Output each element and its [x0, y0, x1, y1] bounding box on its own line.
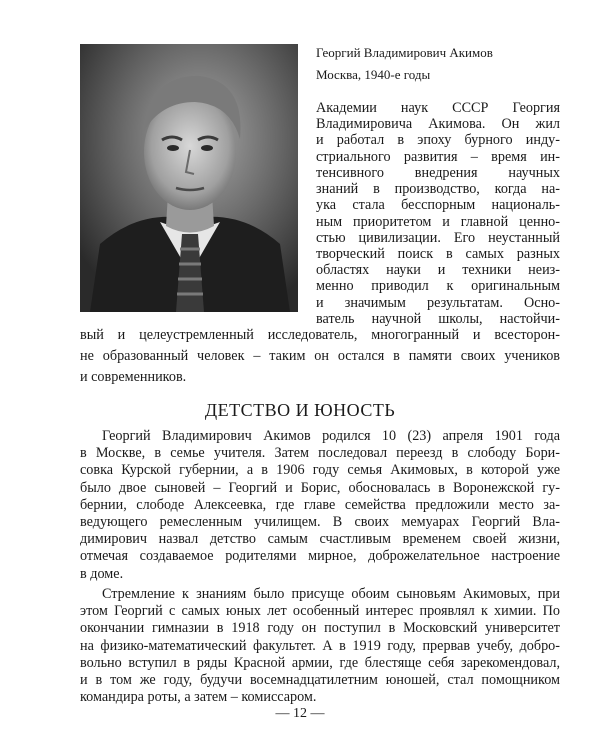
- page-number: — 12 —: [275, 706, 325, 721]
- text-line: вольно вступил в ряды Красной армии, где блестяще себя зарекомендовал,: [80, 654, 560, 671]
- text-line: Владимировича Акимова. Он жил: [316, 116, 560, 133]
- text-line: отмечая создаваемое родителями мирное, доброжелательное настроение: [80, 548, 560, 565]
- text-line: и значимым результатам. Осно-: [316, 294, 560, 311]
- photo-caption: [316, 42, 556, 86]
- text-line: знаний в производство, когда на-: [316, 181, 560, 198]
- text-line: ватель научной школы, настойчи-: [316, 310, 560, 327]
- text-line: Георгий Владимирович Акимов родился 10 (23) апреля 1901 года: [102, 428, 560, 444]
- text-line: тенсивного внедрения научных: [316, 164, 560, 181]
- portrait-photo: [80, 44, 298, 312]
- text-line: ука стала бесспорным националь-: [316, 197, 560, 214]
- text-line: совка Курской губернии, а в 1906 году семья Акимовых, в которой уже: [80, 462, 560, 479]
- text-line: этом Георгий с самых юных лет особенный интерес проявлял к химии. По: [80, 603, 560, 620]
- text-line: на физико-математический факультет. А в 1919 году, прервав учебу, добро-: [80, 637, 560, 654]
- section-heading: ДЕТСТВО И ЮНОСТЬ: [204, 400, 396, 420]
- text-line: ведующего ремесленным училищем. В своих мемуарах Георгий Вла-: [80, 514, 560, 530]
- text-line: стью цивилизации. Его неустанный: [316, 229, 560, 246]
- text-line: менно приводил к оригинальным: [316, 278, 560, 295]
- text-line: областях науки и техники неиз-: [316, 262, 560, 279]
- text-line: стриального развития – время ин-: [316, 148, 560, 165]
- text-line: и современников.: [80, 368, 187, 385]
- text-line: бернии, слободе Алексеевка, где главе семейства предложили место за-: [80, 496, 560, 513]
- text-line: не образованный человек – таким он остался в памяти своих учеников: [80, 347, 560, 364]
- text-line: окончании гимназии в 1918 году он поступил в Московский университет: [80, 620, 560, 637]
- text-line: творческий поиск в самых разных: [316, 246, 560, 263]
- portrait-illustration: [80, 44, 298, 312]
- text-line: Стремление к знаниям было присуще обоим сыновьям Акимовых, при: [102, 586, 560, 602]
- text-line: вый и целеустремленный исследователь, многогранный и всесторон-: [80, 327, 560, 344]
- caption-name: Георгий Владимирович Акимов: [316, 45, 493, 60]
- text-line: в Москве, в семье учителя. Затем последовал переезд в слободу Бори-: [80, 445, 560, 462]
- text-line: и работал в эпоху бурного инду-: [316, 132, 560, 149]
- text-line: Академии наук СССР Георгия: [316, 100, 560, 116]
- text-line: командира роты, а затем – комиссаром.: [80, 689, 317, 706]
- text-line: было двое сыновей – Георгий и Борис, обосновалась в Воронежской гу-: [80, 479, 560, 496]
- text-line: димирович назвал детство самым счастливым временем своей жизни,: [80, 531, 560, 548]
- text-line: и в том же году, будучи восемнадцатилетним юношей, стал помощником: [80, 672, 560, 688]
- caption-place-date: Москва, 1940-е годы: [316, 67, 431, 82]
- text-line: в доме.: [80, 565, 124, 582]
- text-line: ным приоритетом и главной ценно-: [316, 213, 560, 230]
